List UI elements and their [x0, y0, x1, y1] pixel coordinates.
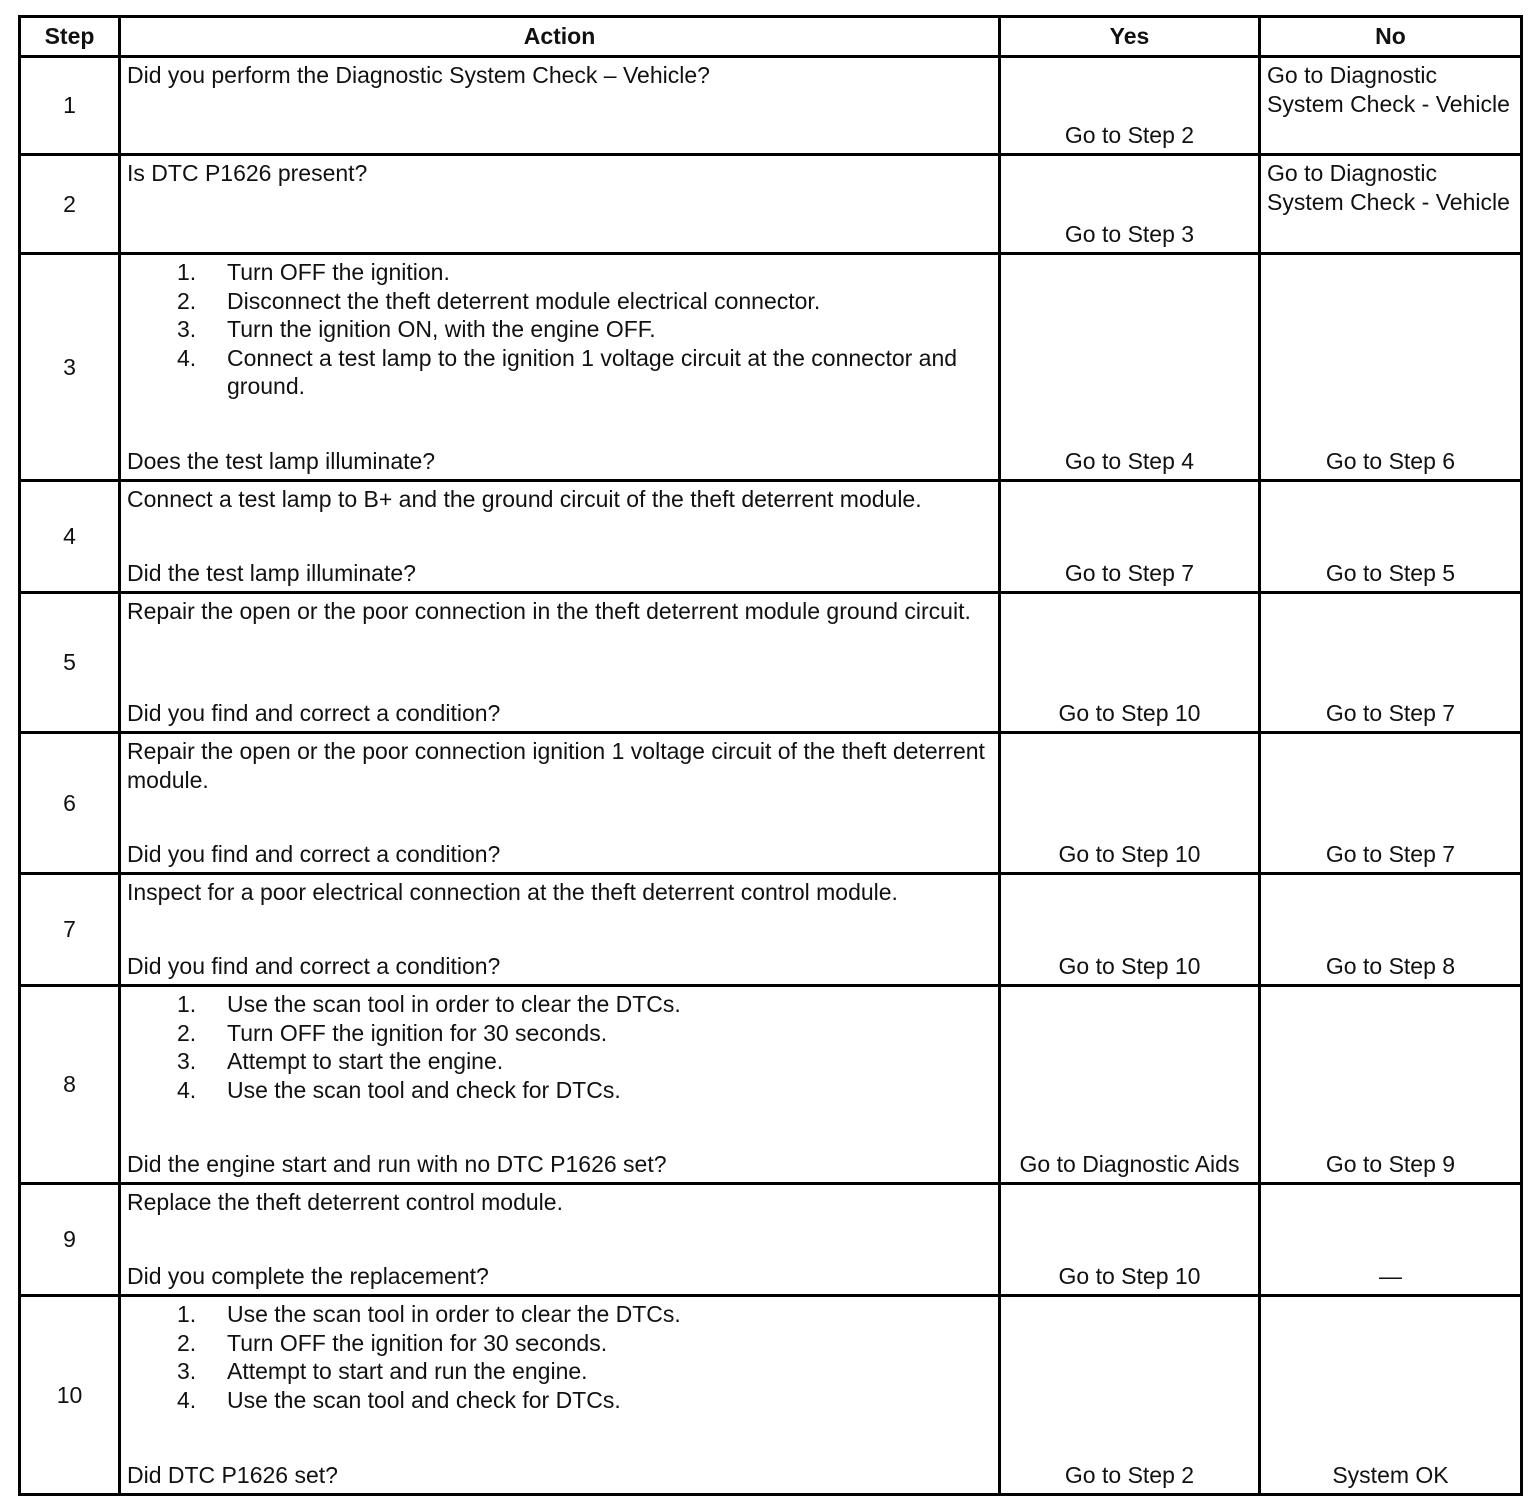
yes-cell: Go to Step 2: [1000, 57, 1260, 155]
no-cell: Go to Step 7: [1260, 593, 1522, 733]
yes-cell: Go to Step 2: [1000, 1296, 1260, 1495]
step-number: 3: [20, 254, 120, 481]
table-row: [20, 1184, 1522, 1296]
table-row: [20, 1296, 1522, 1495]
header-step: Step: [20, 17, 120, 57]
step-number: 5: [20, 593, 120, 733]
yes-cell: Go to Step 4: [1000, 254, 1260, 481]
action-text: Replace the theft deterrent control module.: [127, 1189, 563, 1215]
no-cell: —: [1260, 1184, 1522, 1296]
step-number: 6: [20, 733, 120, 874]
table-row: [20, 155, 1522, 254]
table-row: [20, 254, 1522, 481]
list-item: 3. Turn the ignition ON, with the engine OFF.: [177, 316, 656, 342]
action-cell: [120, 1296, 1000, 1495]
action-text: Repair the open or the poor connection in the theft deterrent module ground circuit.: [127, 598, 971, 624]
list-item: 4. Connect a test lamp to the ignition 1 voltage circuit at the connector and ground.: [177, 344, 958, 399]
list-item: 1. Use the scan tool in order to clear the DTCs.: [177, 991, 681, 1017]
action-cell: [120, 986, 1000, 1184]
question-text: Did you find and correct a condition?: [127, 699, 501, 726]
list-item: 3. Attempt to start and run the engine.: [177, 1358, 588, 1384]
yes-cell: Go to Step 10: [1000, 1184, 1260, 1296]
list-item: 4. Use the scan tool and check for DTCs.: [177, 1076, 621, 1103]
question-text: Did the engine start and run with no DTC P1626 set?: [127, 1150, 667, 1177]
header-action: Action: [120, 17, 1000, 57]
list-item: 1. Use the scan tool in order to clear the DTCs.: [177, 1301, 681, 1327]
question-text: Did the test lamp illuminate?: [127, 559, 416, 586]
diagnostic-table: [18, 15, 1523, 1496]
step-number: 2: [20, 155, 120, 254]
yes-cell: Go to Step 10: [1000, 593, 1260, 733]
action-cell: [120, 593, 1000, 733]
action-cell: [120, 57, 1000, 155]
action-text: Inspect for a poor electrical connection at the theft deterrent control module.: [127, 879, 898, 905]
action-text: Connect a test lamp to B+ and the ground circuit of the theft deterrent module.: [127, 486, 922, 512]
header-row: [20, 17, 1522, 57]
step-number: 8: [20, 986, 120, 1184]
no-cell: Go to Step 6: [1260, 254, 1522, 481]
no-cell: Go to Step 8: [1260, 874, 1522, 986]
no-cell: Go to Diagnostic System Check - Vehicle: [1260, 57, 1522, 155]
action-cell: [120, 1184, 1000, 1296]
action-cell: [120, 733, 1000, 874]
step-number: 1: [20, 57, 120, 155]
table-row: [20, 593, 1522, 733]
no-cell: Go to Diagnostic System Check - Vehicle: [1260, 155, 1522, 254]
action-text: Repair the open or the poor connection ignition 1 voltage circuit of the theft deterrent module.: [127, 738, 985, 793]
step-number: 7: [20, 874, 120, 986]
action-text: Did you perform the Diagnostic System Check – Vehicle?: [127, 62, 710, 88]
action-cell: [120, 254, 1000, 481]
header-no: No: [1260, 17, 1522, 57]
table-row: [20, 986, 1522, 1184]
step-number: 4: [20, 481, 120, 593]
list-item: 2. Turn OFF the ignition for 30 seconds.: [177, 1329, 608, 1356]
yes-cell: Go to Diagnostic Aids: [1000, 986, 1260, 1184]
yes-cell: Go to Step 7: [1000, 481, 1260, 593]
procedure-list: [127, 990, 992, 1104]
no-cell: Go to Step 7: [1260, 733, 1522, 874]
list-item: 2. Turn OFF the ignition for 30 seconds.: [177, 1019, 608, 1046]
table-row: [20, 481, 1522, 593]
yes-cell: Go to Step 10: [1000, 874, 1260, 986]
question-text: Did you find and correct a condition?: [127, 952, 501, 979]
table-row: [20, 874, 1522, 986]
question-text: Does the test lamp illuminate?: [127, 447, 436, 474]
table-row: [20, 733, 1522, 874]
list-item: 2. Disconnect the theft deterrent module electrical connector.: [177, 287, 821, 314]
list-item: 1. Turn OFF the ignition.: [177, 259, 450, 285]
no-cell: System OK: [1260, 1296, 1522, 1495]
action-cell: [120, 874, 1000, 986]
action-cell: [120, 481, 1000, 593]
procedure-list: [127, 1300, 992, 1414]
action-cell: [120, 155, 1000, 254]
list-item: 4. Use the scan tool and check for DTCs.: [177, 1386, 621, 1413]
procedure-list: [127, 258, 992, 401]
question-text: Did you find and correct a condition?: [127, 840, 501, 867]
header-yes: Yes: [1000, 17, 1260, 57]
table-row: [20, 57, 1522, 155]
list-item: 3. Attempt to start the engine.: [177, 1048, 504, 1074]
yes-cell: Go to Step 3: [1000, 155, 1260, 254]
action-text: Is DTC P1626 present?: [127, 160, 368, 186]
question-text: Did DTC P1626 set?: [127, 1461, 338, 1488]
step-number: 9: [20, 1184, 120, 1296]
no-cell: Go to Step 9: [1260, 986, 1522, 1184]
step-number: 10: [20, 1296, 120, 1495]
no-cell: Go to Step 5: [1260, 481, 1522, 593]
question-text: Did you complete the replacement?: [127, 1262, 489, 1289]
yes-cell: Go to Step 10: [1000, 733, 1260, 874]
